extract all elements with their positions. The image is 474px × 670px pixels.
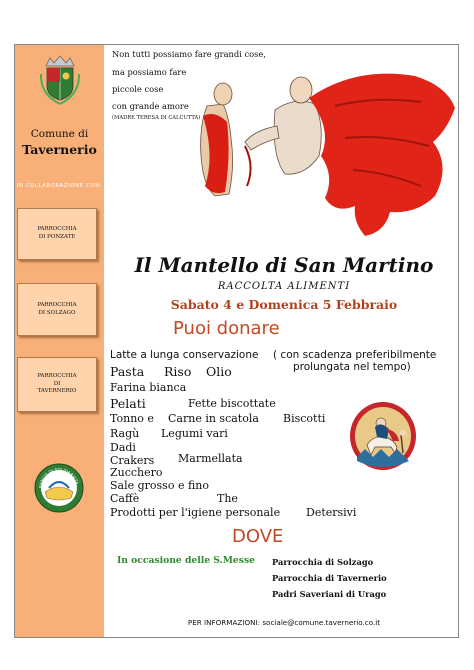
donation-item: Caffè <box>110 492 140 505</box>
donation-item: Biscotti <box>283 412 326 425</box>
where-heading: DOVE <box>232 526 284 547</box>
parish-box-tavernerio <box>17 357 97 412</box>
parish-line: PARROCCHIA <box>37 372 77 379</box>
collaboration-label: IN COLLABORAZIONE CON: <box>16 183 103 189</box>
donation-item: Sale grosso e fino <box>110 479 209 492</box>
parish-line: DI PONZATE <box>38 234 76 240</box>
place-tavernerio: Parrocchia di Tavernerio <box>272 573 387 583</box>
donation-item: Prodotti per l'igiene personale <box>110 506 281 519</box>
comune-di-label: Comune di <box>30 128 89 140</box>
donation-item: Carne in scatola <box>168 412 259 425</box>
parish-box-ponzate <box>17 208 97 260</box>
donation-item: Latte a lunga conservazione <box>110 349 259 361</box>
quote-line: Non tutti possiamo fare grandi cose, <box>112 49 266 59</box>
donation-item: Zucchero <box>110 466 163 479</box>
donation-item: Ragù <box>110 427 140 440</box>
quote-line: con grande amore <box>112 101 189 111</box>
place-solzago: Parrocchia di Solzago <box>272 557 374 567</box>
donation-item: Farina bianca <box>110 381 187 394</box>
parish-line: TAVERNERIO <box>37 388 77 395</box>
san-martino-medallion <box>349 401 417 471</box>
municipal-crest-icon <box>38 52 82 106</box>
donation-item: Detersivi <box>306 506 357 519</box>
donation-item: Pelati <box>110 396 146 411</box>
parish-line: DI SOLZAGO <box>38 309 76 316</box>
donation-item: Olio <box>206 364 232 379</box>
event-dates: Sabato 4 e Domenica 5 Febbraio <box>170 297 398 312</box>
parish-line: PARROCCHIA <box>37 226 77 233</box>
banco-logo-text: BANCO DI SOLIDARIETÀ <box>37 466 80 489</box>
banco-solidarieta-logo <box>33 462 85 514</box>
donation-note: prolungata nel tempo) <box>293 361 411 373</box>
occasion-text: In occasione delle S.Messe <box>117 555 255 566</box>
donation-item: Marmellata <box>178 452 243 465</box>
event-subtitle: RACCOLTA ALIMENTI <box>217 281 351 292</box>
donation-item: Pasta <box>110 364 145 379</box>
comune-name: Tavernerio <box>22 142 97 157</box>
donation-item: The <box>217 492 238 505</box>
donation-item: Tonno e <box>110 412 154 425</box>
parish-line: DI <box>53 380 61 387</box>
quote-source: (MADRE TERESA DI CALCUTTA) <box>112 115 201 121</box>
donation-item: Crakers <box>110 454 155 467</box>
event-title: Il Mantello di San Martino <box>134 253 434 277</box>
donation-item: Legumi vari <box>161 427 228 440</box>
donation-note: ( con scadenza preferibilmente <box>273 349 437 361</box>
donation-item: Fette biscottate <box>188 397 276 410</box>
parish-line: PARROCCHIA <box>37 301 77 308</box>
info-contact: PER INFORMAZIONI: sociale@comune.tavernerio.co.it <box>187 618 381 627</box>
quote-line: ma possiamo fare <box>112 67 187 77</box>
donate-heading: Puoi donare <box>173 318 280 339</box>
place-urago: Padri Saveriani di Urago <box>272 589 387 599</box>
quote-line: piccole cose <box>112 84 164 94</box>
parish-box-solzago <box>17 283 97 336</box>
san-martino-cloak-illustration <box>185 46 465 242</box>
donation-item: Riso <box>164 364 192 379</box>
donation-item: Dadi <box>110 441 136 454</box>
